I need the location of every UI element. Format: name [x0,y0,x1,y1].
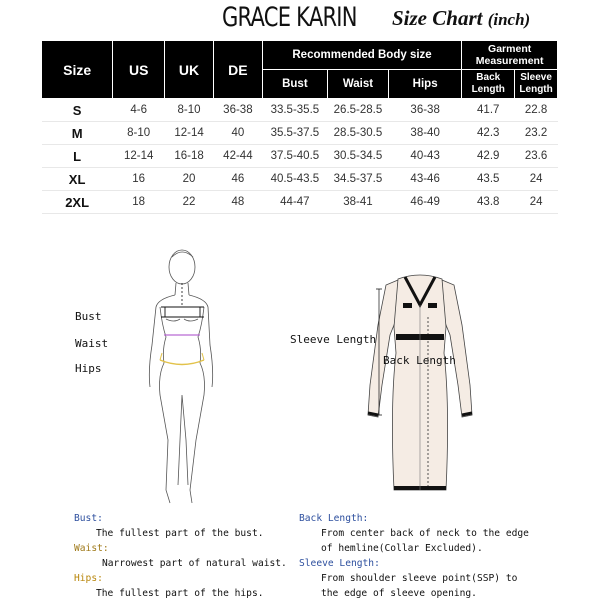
cell-waist: 30.5-34.5 [327,145,388,168]
notes-right [299,511,559,601]
cell-uk: 20 [165,168,214,191]
note-hips-desc: The fullest part of the hips. [96,588,264,599]
cell-bust: 33.5-35.5 [262,99,327,122]
cell-de: 40 [213,122,262,145]
cell-hips: 43-46 [388,168,461,191]
label-waist: Waist [75,337,109,350]
col-bust: Bust [262,70,327,99]
size-table [41,40,558,214]
size-table-body [42,99,558,214]
cell-size: 2XL [42,191,113,214]
col-waist: Waist [327,70,388,99]
col-sleeve-length: Sleeve Length [515,70,558,99]
cell-us: 8-10 [113,122,165,145]
note-sleeve-desc-2: the edge of sleeve opening. [321,588,477,599]
note-hips-term: Hips: [74,573,103,584]
table-row [42,145,558,168]
note-back-term: Back Length: [299,513,369,524]
col-hips: Hips [388,70,461,99]
cell-us: 16 [113,168,165,191]
cell-back: 41.7 [462,99,515,122]
table-row [42,122,558,145]
table-row [42,99,558,122]
cell-de: 42-44 [213,145,262,168]
cell-de: 48 [213,191,262,214]
table-row [42,191,558,214]
col-us: US [113,41,165,99]
cell-bust: 44-47 [262,191,327,214]
cell-hips: 38-40 [388,122,461,145]
col-back-length: Back Length [462,70,515,99]
note-sleeve-desc-1: From shoulder sleeve point(SSP) to [321,573,518,584]
body-figure [120,245,240,510]
cell-us: 12-14 [113,145,165,168]
cell-bust: 37.5-40.5 [262,145,327,168]
cell-sleeve: 22.8 [515,99,558,122]
table-row [42,168,558,191]
cell-waist: 28.5-30.5 [327,122,388,145]
cell-uk: 22 [165,191,214,214]
cell-uk: 16-18 [165,145,214,168]
cell-us: 18 [113,191,165,214]
note-waist-term: Waist: [74,543,109,554]
group-garment: Garment Measurement [462,41,558,70]
page-title [392,6,530,31]
cell-de: 36-38 [213,99,262,122]
cell-bust: 35.5-37.5 [262,122,327,145]
cell-back: 42.9 [462,145,515,168]
note-bust-desc: The fullest part of the bust. [96,528,264,539]
note-back-desc-1: From center back of neck to the edge [321,528,529,539]
dress-figure [360,265,480,500]
cell-waist: 34.5-37.5 [327,168,388,191]
note-sleeve-term: Sleeve Length: [299,558,380,569]
cell-back: 42.3 [462,122,515,145]
brand-logo: GRACE KARIN [222,2,357,33]
notes-left [74,511,294,601]
cell-size: XL [42,168,113,191]
title-text: Size Chart [392,6,483,30]
cell-sleeve: 23.6 [515,145,558,168]
label-sleeve-length: Sleeve Length [290,333,377,346]
label-hips: Hips [75,362,102,375]
cell-sleeve: 24 [515,168,558,191]
group-body-size: Recommended Body size [262,41,461,70]
cell-uk: 12-14 [165,122,214,145]
cell-hips: 40-43 [388,145,461,168]
cell-de: 46 [213,168,262,191]
cell-waist: 38-41 [327,191,388,214]
label-bust: Bust [75,310,102,323]
cell-waist: 26.5-28.5 [327,99,388,122]
cell-size: L [42,145,113,168]
cell-hips: 46-49 [388,191,461,214]
cell-sleeve: 23.2 [515,122,558,145]
note-bust-term: Bust: [74,513,103,524]
col-de: DE [213,41,262,99]
title-unit: (inch) [487,10,531,29]
cell-uk: 8-10 [165,99,214,122]
col-uk: UK [165,41,214,99]
cell-back: 43.5 [462,168,515,191]
cell-sleeve: 24 [515,191,558,214]
note-back-desc-2: of hemline(Collar Excluded). [321,543,483,554]
label-back-length: Back Length [383,354,456,367]
col-size: Size [42,41,113,99]
cell-bust: 40.5-43.5 [262,168,327,191]
note-waist-desc: Narrowest part of natural waist. [102,558,287,569]
cell-hips: 36-38 [388,99,461,122]
cell-back: 43.8 [462,191,515,214]
cell-size: S [42,99,113,122]
header [0,2,600,38]
cell-us: 4-6 [113,99,165,122]
cell-size: M [42,122,113,145]
